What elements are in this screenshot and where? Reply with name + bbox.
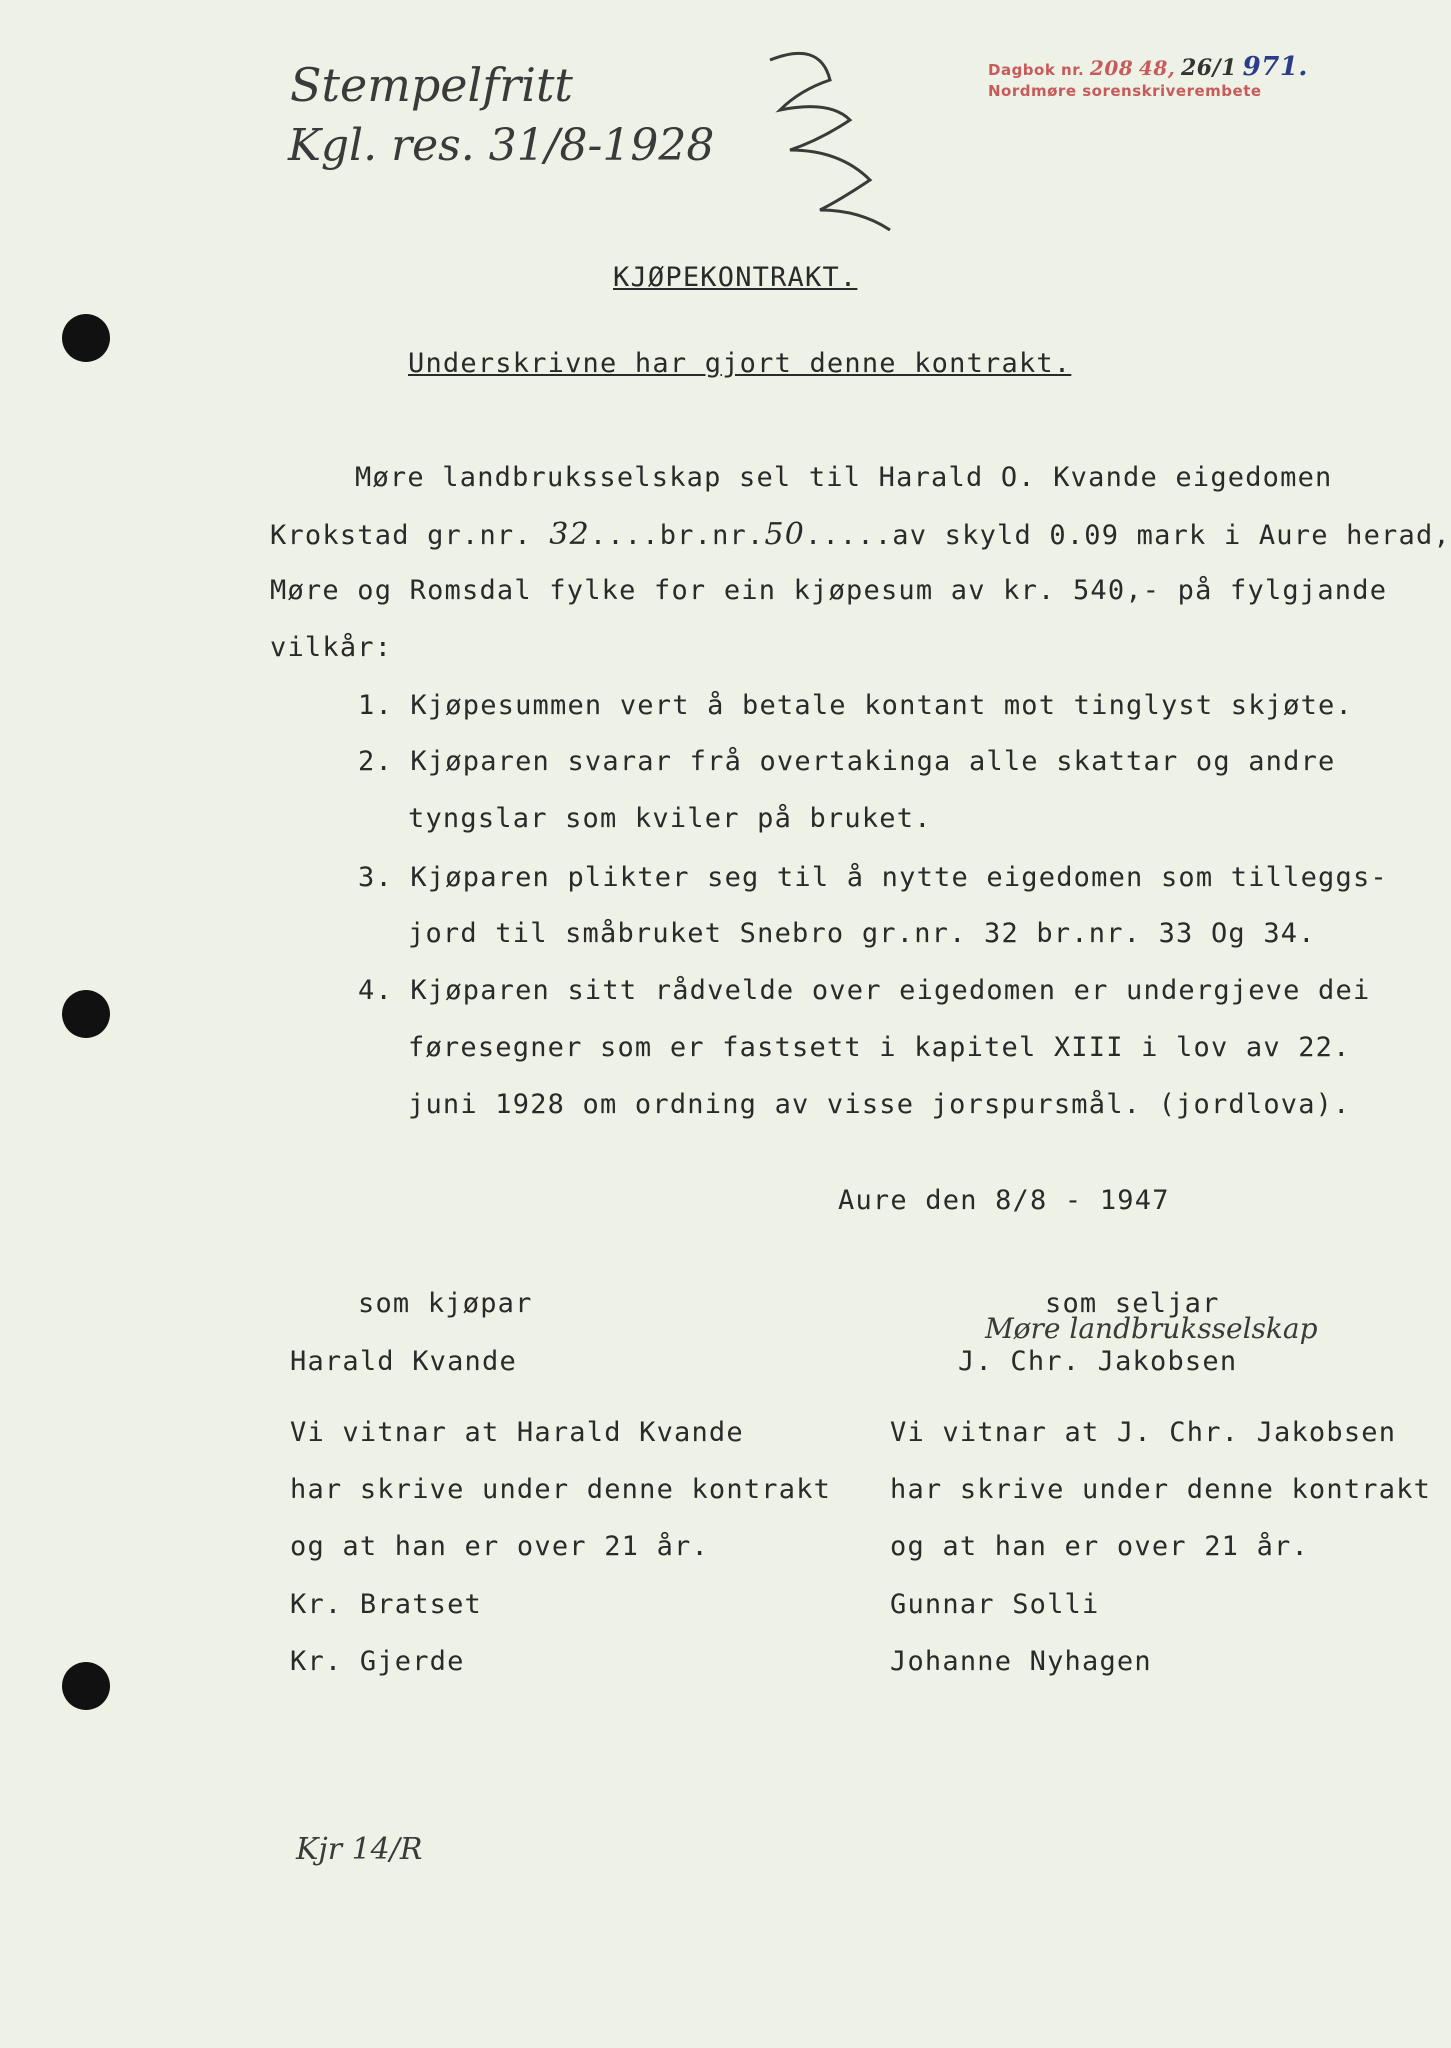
handwritten-note-kgl-res: Kgl. res. 31/8-1928 bbox=[288, 120, 715, 171]
registry-stamp bbox=[988, 52, 1308, 82]
document-title: KJØPEKONTRAKT. bbox=[613, 262, 858, 293]
condition-item-2: 2. Kjøparen svarar frå overtakinga alle skattar og andre bbox=[358, 746, 1336, 777]
body-line bbox=[270, 517, 1451, 552]
body-text: Krokstad gr.nr. bbox=[270, 520, 550, 551]
stamp-number: 208 bbox=[1089, 56, 1134, 80]
punch-hole bbox=[62, 314, 110, 362]
stamp-office-name: Nordmøre sorenskriverembete bbox=[988, 82, 1262, 100]
condition-item-4-cont: juni 1928 om ordning av visse jorspursmål. (jordlova). bbox=[408, 1089, 1351, 1120]
buyer-witness-text: og at han er over 21 år. bbox=[290, 1531, 709, 1562]
seller-witness-2: Johanne Nyhagen bbox=[890, 1646, 1152, 1677]
condition-item-1: 1. Kjøpesummen vert å betale kontant mot tinglyst skjøte. bbox=[358, 690, 1353, 721]
buyer-witness-2: Kr. Gjerde bbox=[290, 1646, 465, 1677]
condition-item-4-cont: føresegner som er fastsett i kapitel XIII i lov av 22. bbox=[408, 1032, 1351, 1063]
condition-item-2-cont: tyngslar som kviler på bruket. bbox=[408, 803, 932, 834]
buyer-witness-text: Vi vitnar at Harald Kvande bbox=[290, 1417, 744, 1448]
seller-witness-1: Gunnar Solli bbox=[890, 1589, 1100, 1620]
condition-item-3: 3. Kjøparen plikter seg til å nytte eigedomen som tilleggs- bbox=[358, 862, 1388, 893]
buyer-witness-1: Kr. Bratset bbox=[290, 1589, 483, 1620]
seller-witness-text: og at han er over 21 år. bbox=[890, 1531, 1309, 1562]
place-and-date: Aure den 8/8 - 1947 bbox=[838, 1185, 1170, 1216]
handwritten-footer-note: Kjr 14/R bbox=[296, 1832, 423, 1867]
buyer-role: som kjøpar bbox=[358, 1288, 533, 1319]
stamp-date: 26/1 bbox=[1180, 55, 1237, 81]
stamp-prefix: Dagbok nr. bbox=[988, 61, 1085, 79]
body-text: .....av skyld 0.09 mark i Aure herad, bbox=[805, 520, 1451, 551]
handwritten-gnr: 32 bbox=[549, 517, 590, 552]
handwritten-scribble bbox=[760, 40, 910, 240]
page-number: 971. bbox=[1242, 52, 1308, 82]
body-line: Møre og Romsdal fylke for ein kjøpesum av kr. 540,- på fylgjande bbox=[270, 575, 1388, 606]
punch-hole bbox=[62, 1662, 110, 1710]
body-line: Møre landbruksselskap sel til Harald O. Kvande eigedomen bbox=[355, 462, 1333, 493]
handwritten-bnr: 50 bbox=[764, 517, 806, 552]
buyer-name: Harald Kvande bbox=[290, 1346, 517, 1377]
buyer-witness-text: har skrive under denne kontrakt bbox=[290, 1474, 832, 1505]
seller-witness-text: Vi vitnar at J. Chr. Jakobsen bbox=[890, 1417, 1397, 1448]
punch-hole bbox=[62, 990, 110, 1038]
condition-item-4: 4. Kjøparen sitt rådvelde over eigedomen er undergjeve dei bbox=[358, 975, 1371, 1006]
seller-role: som seljar bbox=[1045, 1288, 1220, 1319]
seller-name: J. Chr. Jakobsen bbox=[958, 1346, 1238, 1377]
stamp-year: 48, bbox=[1138, 56, 1176, 80]
body-text: ....br.nr. bbox=[589, 520, 765, 551]
condition-item-3-cont: jord til småbruket Snebro gr.nr. 32 br.nr. 33 Og 34. bbox=[408, 918, 1316, 949]
seller-witness-text: har skrive under denne kontrakt bbox=[890, 1474, 1432, 1505]
seller-handwritten-signature: Møre landbruksselskap bbox=[985, 1312, 1318, 1345]
handwritten-note-stempelfritt: Stempelfritt bbox=[290, 58, 573, 112]
body-line: vilkår: bbox=[270, 632, 393, 663]
intro-line: Underskrivne har gjort denne kontrakt. bbox=[408, 348, 1072, 379]
